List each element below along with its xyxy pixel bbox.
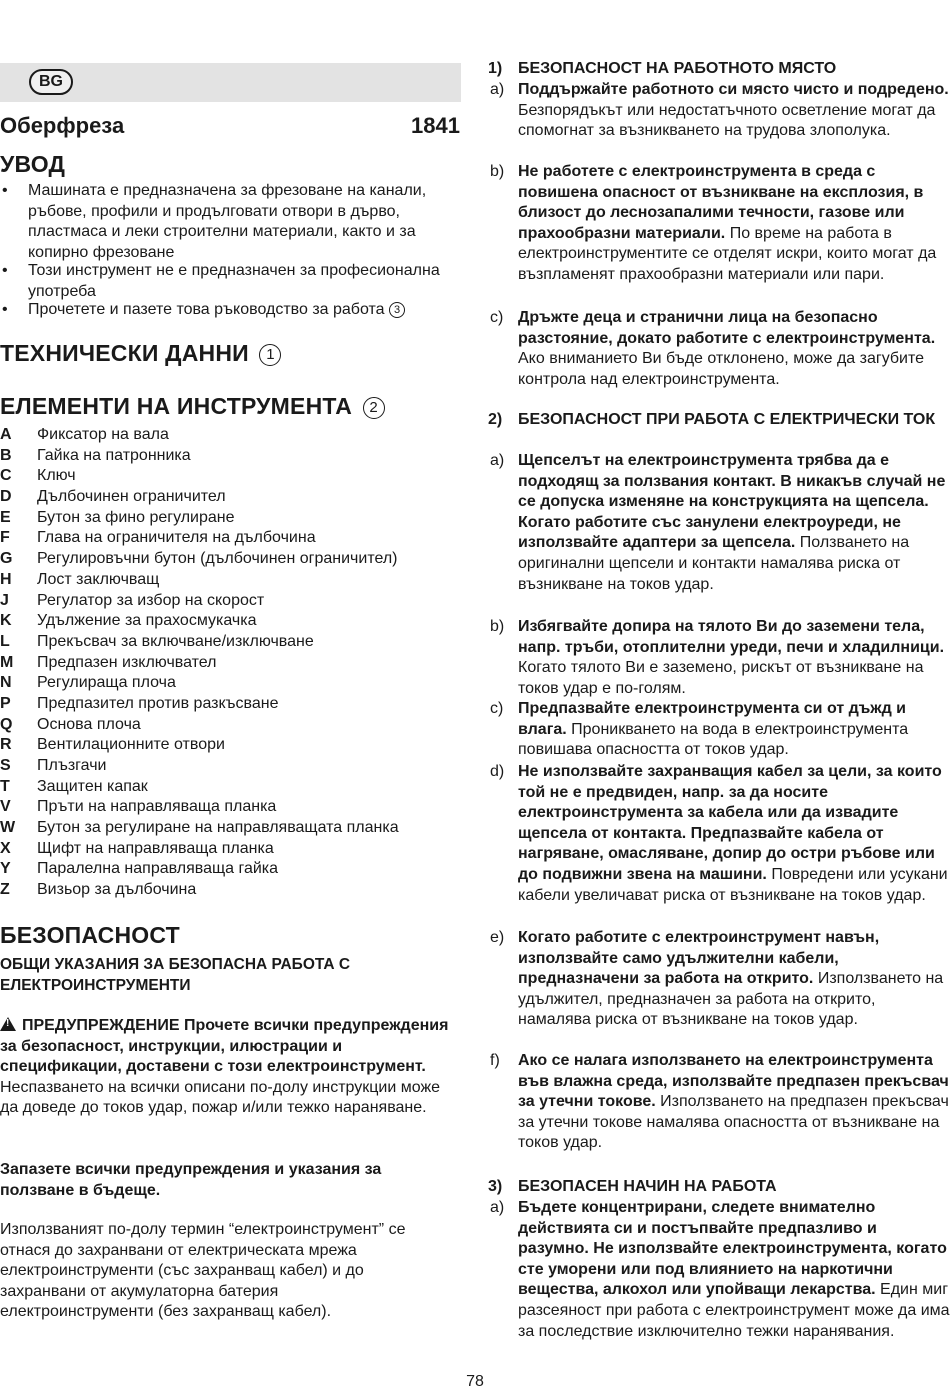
section-heading bbox=[488, 59, 950, 80]
safety-item bbox=[488, 1051, 950, 1154]
safety-item bbox=[488, 699, 950, 761]
parts-list-item bbox=[0, 859, 460, 880]
part-key: M bbox=[0, 653, 14, 671]
safety-item bbox=[488, 451, 950, 595]
safety-item bbox=[488, 762, 950, 906]
parts-list-item bbox=[0, 694, 460, 715]
item-bold-text: Избягвайте допира на тялото Ви до заземени тела, напр. тръби, отоплителни уреди, печи и хладилници. bbox=[518, 618, 945, 656]
part-key: P bbox=[0, 694, 11, 712]
item-bold-text: Дръжте деца и странични лица на безопасно разстояние, докато работите с електроинструмента. bbox=[518, 309, 936, 347]
part-key: G bbox=[0, 550, 13, 568]
section-title: БЕЗОПАСНОСТ НА РАБОТНОТО МЯСТО bbox=[518, 60, 837, 77]
parts-list-item bbox=[0, 777, 460, 798]
part-key: L bbox=[0, 632, 10, 650]
section-number: 3) bbox=[488, 1178, 503, 1195]
product-name: Оберфреза bbox=[0, 113, 125, 138]
item-bold-text: Предпазвайте електроинструмента си от дъжд и влага. bbox=[518, 700, 907, 738]
part-label: Пръти на направляваща планка bbox=[37, 798, 277, 816]
parts-list-item bbox=[0, 880, 460, 901]
part-key: Q bbox=[0, 715, 13, 733]
item-bold-text: Поддържайте работното си място чисто и подредено. bbox=[518, 81, 949, 98]
part-key: D bbox=[0, 488, 12, 506]
language-bar bbox=[0, 63, 461, 102]
item-letter: c) bbox=[490, 309, 504, 326]
item-bold-text: Не използвайте захранващия кабел за цели, за които той не е предвиден, напр. за да носите електроинструмента за кабела или да извадите щепсела от контакта. Предпазвайте кабела от нагряване, омасляване, допир до остри ръбове или до подвижни звена на машини. bbox=[518, 763, 942, 883]
item-text: По време на работа в електроинструментите се отделят искри, които могат да възпламенят прахообразни материали или пари. bbox=[518, 224, 937, 283]
warning-icon bbox=[0, 1017, 16, 1031]
part-key: V bbox=[0, 798, 11, 816]
safety-item bbox=[488, 1198, 950, 1342]
item-letter: b) bbox=[490, 163, 505, 180]
part-label: Регулатор за избор на скорост bbox=[37, 591, 265, 609]
product-number: 1841 bbox=[411, 113, 460, 138]
part-label: Глава на ограничителя на дълбочина bbox=[37, 529, 316, 547]
section-heading bbox=[488, 410, 950, 431]
section-heading bbox=[488, 1177, 950, 1198]
part-key: J bbox=[0, 591, 9, 609]
safety-heading: БЕЗОПАСНОСТ bbox=[0, 922, 180, 948]
intro-bullet: • Този инструмент не е предназначен за професионална употреба bbox=[2, 262, 440, 300]
item-text: Повредени или усукани кабели увеличават риска от възникване на токов удар. bbox=[518, 865, 948, 904]
section-title: БЕЗОПАСЕН НАЧИН НА РАБОТА bbox=[518, 1178, 777, 1195]
parts-list bbox=[0, 425, 460, 901]
language-badge: BG bbox=[29, 69, 73, 95]
product-heading bbox=[0, 113, 460, 139]
parts-list-item bbox=[0, 818, 460, 839]
keep-note: Запазете всички предупреждения и указания за ползване в бъдеще. bbox=[0, 1161, 382, 1199]
item-text: Използването на удължител, предназначен за работа на открито, намалява риска от възникване на токов удар. bbox=[518, 970, 944, 1029]
item-letter: a) bbox=[490, 452, 505, 469]
part-label: Плъзгачи bbox=[37, 757, 107, 774]
parts-list-item bbox=[0, 611, 460, 632]
elements-heading: ЕЛЕМЕНТИ НА ИНСТРУМЕНТА 2 bbox=[0, 393, 385, 420]
part-label: Ключ bbox=[37, 467, 76, 485]
part-key: S bbox=[0, 757, 11, 774]
part-label: Бутон за регулиране на направляващата планка bbox=[37, 819, 399, 837]
safety-item bbox=[488, 928, 950, 1031]
part-key: C bbox=[0, 467, 12, 485]
parts-list-item bbox=[0, 549, 460, 570]
item-bold-text: Когато работите с електроинструмент навън, използвайте само удължителни кабели, предназначени за работа на открито. bbox=[518, 929, 880, 988]
item-text: Един миг разсеяност при работа с електроинструмент може да има за последствие изключително тежки наранявания. bbox=[518, 1281, 950, 1340]
item-text: Проникването на вода в електроинструмента повишава опасността от токов удар. bbox=[518, 720, 909, 759]
part-key: H bbox=[0, 570, 12, 588]
part-key: X bbox=[0, 839, 11, 857]
section-number: 2) bbox=[488, 411, 503, 428]
figure-ref: 1 bbox=[259, 344, 281, 366]
part-label: Вентилационните отвори bbox=[37, 736, 225, 754]
parts-list-item bbox=[0, 446, 460, 467]
intro-bullet: • Прочетете и пазете това ръководство за работа 3 bbox=[0, 300, 460, 321]
parts-list-item bbox=[0, 715, 460, 736]
part-label: Гайка на патронника bbox=[37, 446, 191, 464]
safety-item bbox=[488, 617, 950, 699]
parts-list-item bbox=[0, 528, 460, 549]
parts-list-item bbox=[0, 425, 460, 446]
parts-list-item bbox=[0, 487, 460, 508]
item-letter: e) bbox=[490, 929, 505, 946]
item-bold-text: Бъдете концентрирани, следете внимателно действията си и постъпвайте предпазливо и разумно. Не използвайте електроинструмента, когато сте уморени или под влиянието на наркотични вещества, алкохол или упойващи лекарства. bbox=[518, 1199, 947, 1299]
part-key: A bbox=[0, 426, 12, 443]
parts-list-item bbox=[0, 632, 460, 653]
parts-list-item bbox=[0, 508, 460, 529]
part-label: Бутон за фино регулиране bbox=[37, 508, 235, 526]
parts-list-item bbox=[0, 735, 460, 756]
part-key: E bbox=[0, 508, 11, 526]
term-note: Използваният по-долу термин “електроинструмент” се отнася до захранвани от електрическата мрежа електроинструменти (със захранващ кабел) и до захранвани от акумулаторна батерия електроинструменти (без захранващ кабел). bbox=[0, 1221, 406, 1321]
figure-ref: 3 bbox=[389, 302, 405, 318]
parts-list-item bbox=[0, 591, 460, 612]
part-key: B bbox=[0, 446, 12, 464]
part-label: Регулировъчни бутон (дълбочинен ограничител) bbox=[37, 550, 398, 568]
part-label: Защитен капак bbox=[37, 777, 148, 795]
item-letter: f) bbox=[490, 1052, 500, 1069]
parts-list-item bbox=[0, 466, 460, 487]
item-letter: b) bbox=[490, 618, 505, 635]
part-key: F bbox=[0, 529, 10, 547]
item-letter: a) bbox=[490, 81, 505, 98]
figure-ref: 2 bbox=[363, 397, 385, 419]
part-key: R bbox=[0, 736, 12, 754]
part-label: Предпазител против разкъсване bbox=[37, 694, 279, 712]
section-title: БЕЗОПАСНОСТ ПРИ РАБОТА С ЕЛЕКТРИЧЕСКИ ТОК bbox=[518, 411, 936, 428]
tech-data-heading: ТЕХНИЧЕСКИ ДАННИ 1 bbox=[0, 340, 281, 367]
intro-heading: УВОД bbox=[0, 151, 66, 177]
page-number: 78 bbox=[466, 1373, 484, 1390]
part-key: K bbox=[0, 612, 12, 630]
part-key: Z bbox=[0, 881, 10, 899]
part-label: Основа плоча bbox=[37, 715, 141, 733]
section-number: 1) bbox=[488, 60, 503, 77]
part-key: N bbox=[0, 674, 12, 692]
item-letter: c) bbox=[490, 700, 504, 717]
item-text: Използването на предпазен прекъсвач за утечни токове намалява опасността от възникване на токов удар. bbox=[518, 1093, 949, 1152]
intro-bullet: • Машината е предназначена за фрезоване на канали, ръбове, профили и продълговати отвори в дърво, пластмаса и леки строителни материали, както и за копирно фрезоване bbox=[2, 182, 427, 261]
part-key: W bbox=[0, 819, 16, 837]
part-label: Лост заключващ bbox=[37, 570, 160, 588]
safety-item bbox=[488, 80, 950, 142]
parts-list-item bbox=[0, 797, 460, 818]
parts-list-item bbox=[0, 570, 460, 591]
part-label: Фиксатор на вала bbox=[37, 426, 169, 443]
item-bold-text: Не работете с електроинструмента в среда с повишена опасност от възникване на експлозия, в близост до леснозапалими течности, газове или прахообразни материали. bbox=[518, 163, 924, 242]
safety-subheading: ОБЩИ УКАЗАНИЯ ЗА БЕЗОПАСНА РАБОТА С ЕЛЕКТРОИНСТРУМЕНТИ bbox=[0, 956, 351, 994]
bullet-icon: • bbox=[2, 182, 8, 199]
part-key: T bbox=[0, 777, 10, 795]
parts-list-item bbox=[0, 756, 460, 777]
part-label: Регулираща плоча bbox=[37, 674, 176, 692]
item-bold-text: Ако се налага използването на електроинструмента във влажна среда, използвайте предпазен прекъсвач за утечни токове. bbox=[518, 1052, 949, 1111]
item-letter: d) bbox=[490, 763, 505, 780]
part-label: Дълбочинен ограничител bbox=[37, 488, 226, 506]
part-label: Визьор за дълбочина bbox=[37, 881, 197, 899]
bullet-icon: • bbox=[2, 301, 8, 318]
parts-list-item bbox=[0, 673, 460, 694]
bullet-icon: • bbox=[2, 262, 8, 279]
item-letter: a) bbox=[490, 1199, 505, 1216]
item-text: Когато тялото Ви е заземено, рискът от възникване на токов удар е по-голям. bbox=[518, 659, 924, 697]
item-bold-text: Щепселът на електроинструмента трябва да е подходящ за ползвания контакт. В никакъв случай не се допуска изменяне на конструкцията на щепсела. Когато работите със занулени електроуреди, не използвайте адаптери за щепсела. bbox=[518, 452, 946, 552]
item-text: Безпорядъкът или недостатъчното осветление могат да спомогнат за възникването на трудова злополука. bbox=[518, 101, 936, 140]
part-label: Удължение за прахосмукачка bbox=[37, 612, 257, 630]
part-key: Y bbox=[0, 860, 11, 878]
part-label: Паралелна направляваща гайка bbox=[37, 860, 279, 878]
parts-list-item bbox=[0, 653, 460, 674]
parts-list-item bbox=[0, 839, 460, 860]
part-label: Щифт на направляваща планка bbox=[37, 839, 274, 857]
warning-paragraph: !ПРЕДУПРЕЖДЕНИЕ Прочете всички предупреждения за безопасност, инструкции, илюстрации и спецификации, доставени с този електроинструмент. Неспазването на всички описани по-долу инструкции може да доведе до токов удар, пожар и/или тежко нараняване. bbox=[0, 1016, 462, 1119]
item-text: Ползването на оригинални щепсели и контакти намалява риска от възникване на токов удар. bbox=[518, 534, 910, 593]
safety-item bbox=[488, 162, 950, 286]
item-text: Ако вниманието Ви бъде отклонено, може да загубите контрола над електроинструмента. bbox=[518, 350, 925, 388]
part-label: Прекъсвач за включване/изключване bbox=[37, 632, 314, 650]
safety-item bbox=[488, 308, 950, 390]
part-label: Предпазен изключвател bbox=[37, 653, 217, 671]
